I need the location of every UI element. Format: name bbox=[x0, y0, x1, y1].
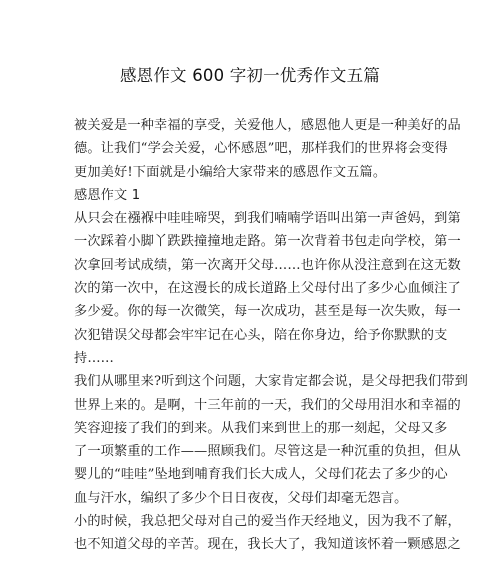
body-line: 从只会在襁褓中哇哇啼哭，到我们喃喃学语叫出第一声爸妈，到第 bbox=[74, 211, 461, 227]
body-line: 也不知道父母的辛苦。现在，我长大了，我知道该怀着一颗感恩之 bbox=[74, 537, 461, 553]
body-line: 血与汗水，编织了多少个日日夜夜，父母们却毫无怨言。 bbox=[74, 490, 408, 506]
section-heading: 感恩作文 1 bbox=[74, 187, 141, 203]
body-line: 我们从哪里来?听到这个问题，大家肯定都会说，是父母把我们带到 bbox=[74, 374, 469, 390]
body-line: 笑容迎接了我们的到来。从我们来到世上的那一刻起，父母又多 bbox=[74, 420, 448, 436]
body-line: 次拿回考试成绩，第一次离开父母……也许你从没注意到在这无数 bbox=[74, 257, 461, 273]
page-bottom-edge bbox=[0, 556, 500, 566]
body-line: 一次踩着小脚丫跌跌撞撞地走路。第一次背着书包走向学校，第一 bbox=[74, 234, 461, 250]
article-title: 感恩作文 600 字初一优秀作文五篇 bbox=[119, 66, 381, 85]
body-line: 婴儿的“哇哇”坠地到哺育我们长大成人，父母们花去了多少的心 bbox=[74, 467, 448, 483]
body-line: 次的第一次中，在这漫长的成长道路上父母付出了多少心血倾注了 bbox=[74, 281, 461, 297]
body-line: 被关爱是一种幸福的享受，关爱他人，感恩他人更是一种美好的品 bbox=[74, 118, 461, 133]
body-line: 次犯错误父母都会牢牢记在心头，陪在你身边，给予你默默的支 bbox=[74, 327, 448, 343]
body-line: 德。让我们“学会关爱，心怀感恩”吧，那样我们的世界将会变得 bbox=[74, 141, 448, 157]
body-line: 更加美好!下面就是小编给大家带来的感恩作文五篇。 bbox=[74, 164, 387, 180]
body-line: 多少爱。你的每一次微笑，每一次成功，甚至是每一次失败，每一 bbox=[74, 304, 461, 320]
body-line: 持…… bbox=[74, 350, 115, 366]
body-line: 小的时候，我总把父母对自己的爱当作天经地义，因为我不了解， bbox=[74, 514, 461, 530]
body-line: 了一项繁重的工作——照顾我们。尽管这是一种沉重的负担，但从 bbox=[74, 444, 461, 460]
article-body bbox=[74, 114, 469, 557]
body-line: 世界上来的。是啊，十三年前的一天，我们的父母用泪水和幸福的 bbox=[74, 397, 461, 413]
